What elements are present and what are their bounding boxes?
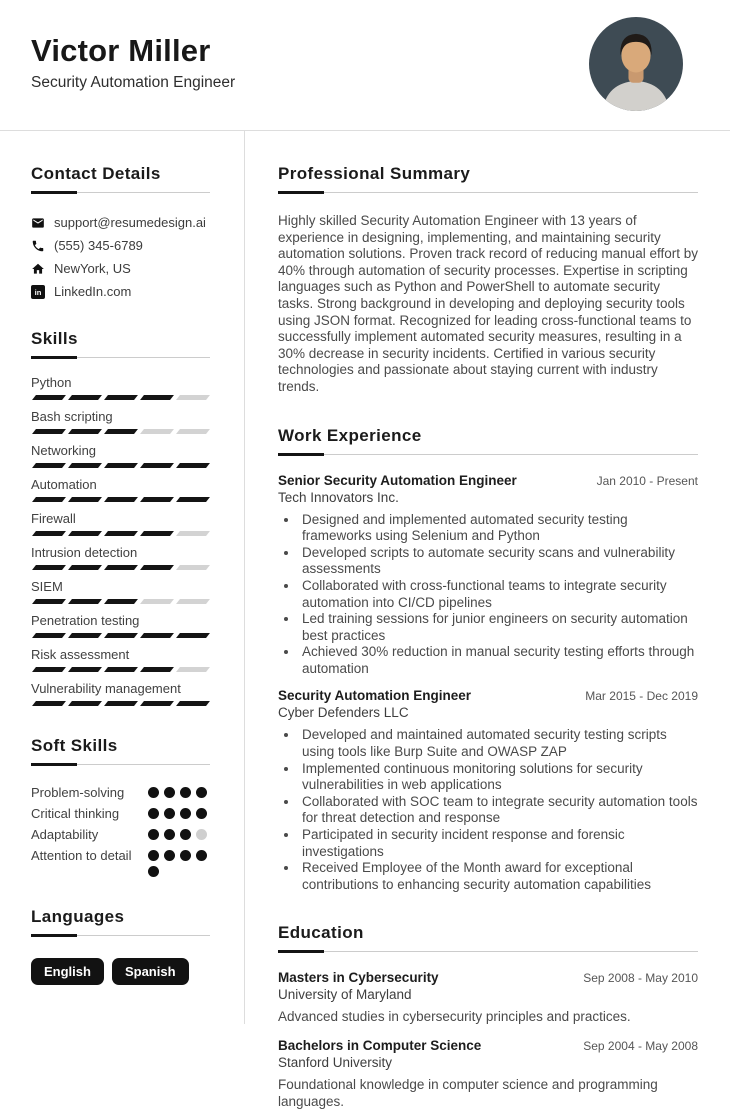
section-rule — [278, 453, 698, 456]
skill-item — [31, 613, 210, 638]
rating-dot — [164, 787, 175, 798]
job-bullet: • Participated in security incident response and forensic investigations — [299, 827, 698, 860]
section-rule — [31, 356, 210, 359]
skill-bar-segment — [32, 667, 66, 672]
contact-item[interactable] — [31, 284, 210, 299]
job-entry — [278, 473, 698, 678]
skill-bar-segment — [176, 667, 210, 672]
skill-item — [31, 681, 210, 706]
rating-dot — [180, 808, 191, 819]
contact-text[interactable]: LinkedIn.com — [54, 284, 132, 299]
skill-bar-segment — [68, 531, 102, 536]
soft-skill-name: Problem-solving — [31, 785, 125, 800]
skill-bar-segment — [176, 701, 210, 706]
rating-dot — [148, 808, 159, 819]
skill-bar-segment — [140, 633, 174, 638]
contact-text[interactable]: support@resumedesign.ai — [54, 215, 206, 230]
skill-bar-segment — [32, 565, 66, 570]
jobs-list — [278, 473, 698, 894]
skill-level-bar — [31, 701, 210, 706]
skill-bar-segment — [176, 497, 210, 502]
rating-dot — [196, 808, 207, 819]
job-bullet: • Led training sessions for junior engineers on security automation best practices — [299, 611, 698, 644]
skill-bar-segment — [140, 497, 174, 502]
soft-skill-name: Adaptability — [31, 827, 99, 842]
skill-bar-segment — [140, 599, 174, 604]
experience-section-title: Work Experience — [278, 425, 422, 445]
language-pill: English — [31, 958, 104, 985]
profile-photo — [589, 17, 683, 111]
skill-bar-segment — [68, 429, 102, 434]
education-header — [278, 970, 698, 985]
skill-bar-segment — [68, 599, 102, 604]
skill-bar-segment — [32, 429, 66, 434]
education-date: Sep 2008 - May 2010 — [583, 971, 698, 986]
left-sidebar — [0, 131, 245, 1024]
job-header — [278, 473, 698, 488]
person-name: Victor Miller — [31, 33, 211, 68]
skill-bar-segment — [140, 429, 174, 434]
rating-dot — [196, 850, 207, 861]
soft-skill-item — [31, 784, 210, 801]
job-bullet: • Designed and implemented automated security testing frameworks using Selenium and Python — [299, 512, 698, 545]
rating-dot — [148, 787, 159, 798]
email-icon — [31, 216, 45, 230]
home-icon — [31, 262, 45, 276]
skill-bar-segment — [104, 429, 138, 434]
job-bullet: • Implemented continuous monitoring solutions for security vulnerabilities in web applications — [299, 761, 698, 794]
education-description: Foundational knowledge in computer science and programming languages. — [278, 1077, 658, 1109]
skill-bar-segment — [140, 701, 174, 706]
rating-dot — [164, 850, 175, 861]
rating-dot — [180, 829, 191, 840]
school-name: Stanford University — [278, 1055, 393, 1070]
skill-bar-segment — [104, 565, 138, 570]
skill-bar-segment — [104, 395, 138, 400]
skill-name: Penetration testing — [31, 613, 140, 628]
job-bullet: • Developed and maintained automated security testing scripts using tools like Burp Suite and OWASP ZAP — [299, 727, 698, 760]
skill-level-bar — [31, 633, 210, 638]
languages-list — [31, 958, 210, 985]
contact-list — [31, 215, 210, 299]
phone-icon — [31, 239, 45, 253]
job-date: Jan 2010 - Present — [596, 473, 698, 488]
soft-skills-list — [31, 784, 210, 877]
linkedin-icon — [31, 285, 45, 299]
skill-bar-segment — [104, 701, 138, 706]
soft-skill-dots — [148, 829, 210, 840]
skills-section — [31, 329, 210, 706]
job-company: Tech Innovators Inc. — [278, 489, 399, 505]
skill-item — [31, 409, 210, 434]
skill-bar-segment — [176, 395, 210, 400]
contact-text: NewYork, US — [54, 261, 131, 276]
skill-bar-segment — [140, 463, 174, 468]
skill-bar-segment — [68, 667, 102, 672]
skill-bar-segment — [176, 531, 210, 536]
skill-level-bar — [31, 531, 210, 536]
rating-dot — [164, 808, 175, 819]
job-bullet: • Achieved 30% reduction in manual security testing efforts through automation — [299, 644, 698, 677]
degree-title: Bachelors in Computer Science — [278, 1038, 482, 1053]
rating-dot — [180, 787, 191, 798]
skill-bar-segment — [176, 599, 210, 604]
skill-bar-segment — [176, 565, 210, 570]
education-section-title: Education — [278, 923, 364, 943]
education-entry — [278, 970, 698, 1026]
skill-name: Intrusion detection — [31, 545, 138, 560]
soft-skills-section-title: Soft Skills — [31, 736, 118, 755]
section-rule — [278, 191, 698, 194]
contact-section-title: Contact Details — [31, 164, 161, 183]
skill-level-bar — [31, 463, 210, 468]
soft-skill-dots — [148, 787, 210, 798]
degree-title: Masters in Cybersecurity — [278, 970, 439, 986]
skill-bar-segment — [176, 429, 210, 434]
job-entry — [278, 688, 698, 893]
contact-text: (555) 345-6789 — [54, 238, 143, 253]
soft-skill-item — [31, 847, 210, 877]
languages-section-title: Languages — [31, 907, 125, 926]
job-date: Mar 2015 - Dec 2019 — [585, 689, 698, 704]
summary-section — [278, 164, 698, 396]
skill-bar-segment — [32, 531, 66, 536]
job-bullet: • Received Employee of the Month award for exceptional contributions to enhancing security automation capabilities — [299, 860, 698, 893]
skill-item — [31, 545, 210, 570]
skill-bar-segment — [32, 497, 66, 502]
skill-bar-segment — [176, 633, 210, 638]
contact-item — [31, 261, 210, 276]
skill-bar-segment — [68, 497, 102, 502]
education-entry — [278, 1038, 698, 1110]
person-job-title: Security Automation Engineer — [31, 74, 236, 91]
soft-skill-name: Critical thinking — [31, 806, 120, 821]
job-bullet: • Developed scripts to automate security scans and vulnerability assessments — [299, 545, 698, 578]
rating-dot — [148, 866, 159, 877]
skill-bar-segment — [32, 633, 66, 638]
rating-dot — [148, 829, 159, 840]
job-bullet: • Collaborated with SOC team to integrate security automation tools for threat detection and response — [299, 794, 698, 827]
soft-skill-dots — [148, 850, 210, 877]
rating-dot — [164, 829, 175, 840]
skill-level-bar — [31, 599, 210, 604]
soft-skill-item — [31, 805, 210, 822]
skills-list — [31, 375, 210, 706]
main-column — [245, 131, 730, 1109]
soft-skills-section — [31, 736, 210, 877]
skill-bar-segment — [140, 667, 174, 672]
skill-bar-segment — [32, 701, 66, 706]
svg-text:in: in — [34, 287, 42, 297]
skill-bar-segment — [68, 463, 102, 468]
job-bullet: • Collaborated with cross-functional teams to integrate security automation into CI/CD pipelines — [299, 578, 698, 611]
job-title: Security Automation Engineer — [278, 688, 472, 704]
skill-bar-segment — [32, 395, 66, 400]
rating-dot — [196, 829, 207, 840]
job-company: Cyber Defenders LLC — [278, 705, 409, 721]
rating-dot — [196, 787, 207, 798]
soft-skill-name: Attention to detail — [31, 848, 132, 863]
skill-bar-segment — [140, 395, 174, 400]
job-header — [278, 688, 698, 703]
skill-bar-segment — [32, 599, 66, 604]
section-rule — [31, 934, 210, 937]
skill-bar-segment — [68, 395, 102, 400]
skill-item — [31, 647, 210, 672]
summary-section-title: Professional Summary — [278, 164, 471, 183]
soft-skill-item — [31, 826, 210, 843]
language-pill: Spanish — [112, 958, 189, 985]
section-rule — [31, 191, 210, 194]
contact-item — [31, 238, 210, 253]
education-header — [278, 1038, 698, 1053]
job-bullet-list — [299, 512, 698, 678]
skill-level-bar — [31, 395, 210, 400]
skill-name: Risk assessment — [31, 647, 130, 662]
experience-section — [278, 426, 698, 894]
job-bullet-list — [299, 727, 698, 893]
education-description: Advanced studies in cybersecurity principles and practices. — [278, 1009, 631, 1025]
skill-bar-segment — [68, 565, 102, 570]
skill-bar-segment — [68, 701, 102, 706]
skill-name: Firewall — [31, 511, 76, 526]
skill-name: Bash scripting — [31, 409, 113, 424]
skill-level-bar — [31, 565, 210, 570]
skill-name: Networking — [31, 443, 97, 458]
skill-bar-segment — [140, 565, 174, 570]
skill-bar-segment — [104, 599, 138, 604]
skill-level-bar — [31, 667, 210, 672]
skill-bar-segment — [140, 531, 174, 536]
resume-body — [0, 131, 730, 1109]
profile-photo-illustration — [589, 17, 683, 111]
skill-bar-segment — [32, 463, 66, 468]
soft-skill-dots — [148, 808, 210, 819]
skill-item — [31, 477, 210, 502]
skill-name: SIEM — [31, 579, 63, 594]
skill-bar-segment — [104, 531, 138, 536]
rating-dot — [180, 850, 191, 861]
skill-bar-segment — [104, 463, 138, 468]
languages-section — [31, 907, 210, 985]
section-rule — [278, 950, 698, 953]
school-name: University of Maryland — [278, 987, 412, 1003]
summary-text: Highly skilled Security Automation Engineer with 13 years of experience in designing, implementing, and maintaining security automation solutions. Proven track record of reducing manual effort by 40% through automation of security processes. Expertise in scripting languages such as Python and PowerShell to automate security tasks. Strong background in developing and deploying security tools using JSON format. Recognized for leading cross-functional teams to successfully implement automated security measures, resulting in a 30% decrease in security incidents. Certified in various security technologies and passionate about staying current with industry trends. — [278, 213, 698, 394]
section-rule — [31, 763, 210, 766]
skill-bar-segment — [104, 667, 138, 672]
skill-bar-segment — [68, 633, 102, 638]
contact-item[interactable] — [31, 215, 210, 230]
skill-item — [31, 511, 210, 536]
skill-bar-segment — [104, 497, 138, 502]
skill-name: Python — [31, 375, 72, 390]
skill-name: Automation — [31, 477, 97, 492]
skill-level-bar — [31, 429, 210, 434]
skills-section-title: Skills — [31, 329, 78, 348]
skill-item — [31, 375, 210, 400]
skill-item — [31, 443, 210, 468]
resume-header — [0, 0, 730, 131]
education-list — [278, 970, 698, 1110]
education-date: Sep 2004 - May 2008 — [583, 1039, 698, 1053]
skill-bar-segment — [176, 463, 210, 468]
skill-bar-segment — [104, 633, 138, 638]
contact-section — [31, 164, 210, 299]
skill-item — [31, 579, 210, 604]
job-title: Senior Security Automation Engineer — [278, 472, 517, 488]
skill-level-bar — [31, 497, 210, 502]
skill-name: Vulnerability management — [31, 681, 181, 696]
education-section — [278, 923, 698, 1110]
rating-dot — [148, 850, 159, 861]
